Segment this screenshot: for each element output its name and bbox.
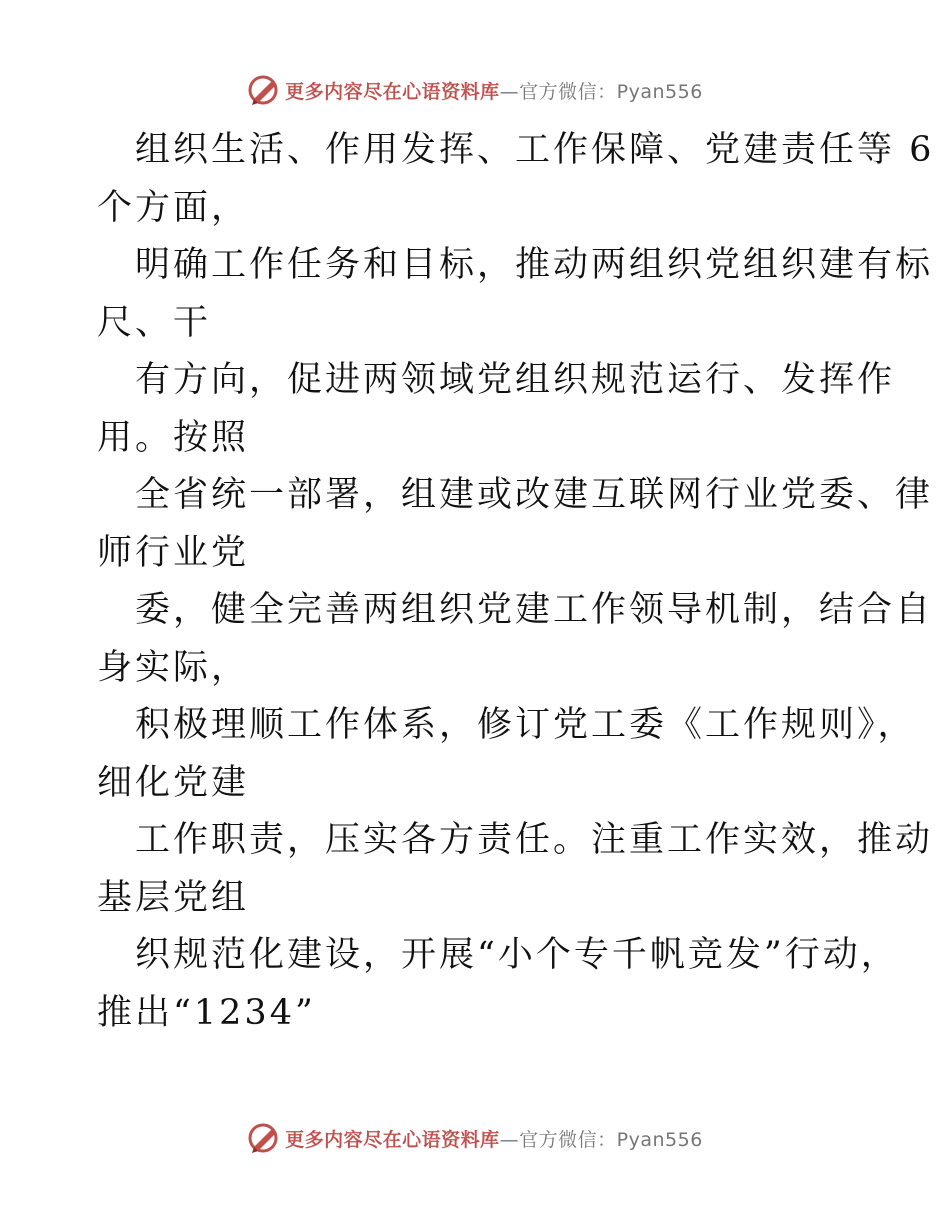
header-watermark: [0, 70, 950, 110]
text-line: 用。按照: [97, 417, 250, 458]
text-line: 推出“1234”: [97, 992, 316, 1033]
text-line: 个方面，: [97, 187, 250, 228]
text-line: 基层党组: [97, 877, 250, 918]
text-line: 尺、干: [97, 302, 212, 343]
text-line: 工作职责，压实各方责任。注重工作实效，推动: [135, 820, 934, 860]
watermark-contact: 官方微信：Pyan556: [519, 1128, 703, 1151]
watermark-lead: 更多内容尽在心语资料库: [285, 1128, 500, 1151]
pen-logo-icon: [247, 73, 281, 107]
watermark-lead: 更多内容尽在心语资料库: [285, 80, 500, 103]
text-line: 织规范化建设，开展“小个专千帆竞发”行动，: [135, 935, 899, 975]
text-line: 全省统一部署，组建或改建互联网行业党委、律: [135, 475, 934, 515]
footer-watermark: [0, 1118, 950, 1158]
pen-logo-icon: [247, 1121, 281, 1155]
text-line: 有方向，促进两领域党组织规范运行、发挥作: [135, 360, 896, 400]
text-line: 积极理顺工作体系，修订党工委《工作规则》，: [135, 705, 916, 745]
text-line: 细化党建: [97, 762, 250, 803]
text-line: 师行业党: [97, 532, 250, 573]
text-line: 身实际，: [97, 647, 250, 688]
watermark-separator: —: [499, 80, 520, 103]
watermark-contact: 官方微信：Pyan556: [519, 80, 703, 103]
text-line: 明确工作任务和目标，推动两组织党组织建有标: [135, 245, 934, 285]
text-line: 组织生活、作用发挥、工作保障、党建责任等 6: [135, 130, 935, 170]
watermark-separator: —: [499, 1128, 520, 1151]
text-line: 委，健全完善两组织党建工作领导机制，结合自: [135, 590, 934, 630]
document-body: [97, 122, 935, 1042]
